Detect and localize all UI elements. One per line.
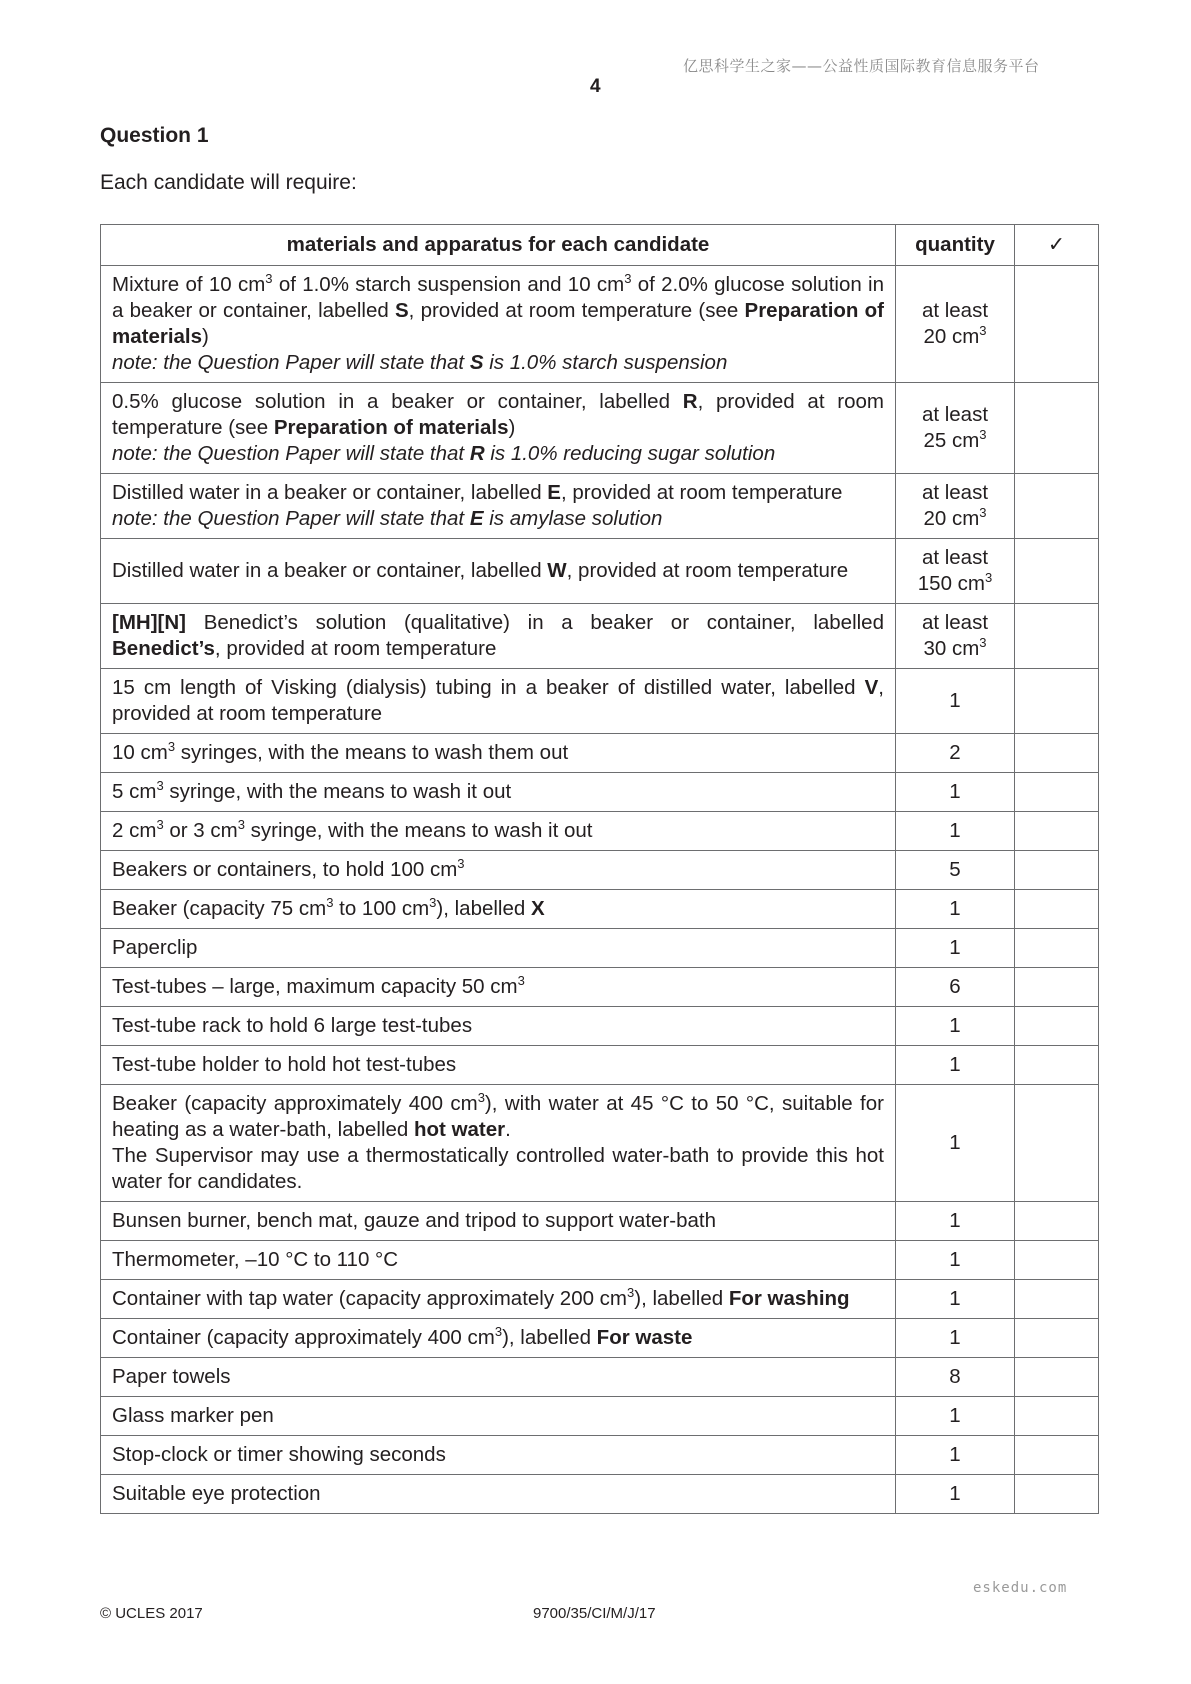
tick-column-header: ✓ bbox=[1015, 225, 1099, 266]
item-description: Test-tubes – large, maximum capacity 50 $cm^3$ bbox=[101, 968, 896, 1007]
tick-cell bbox=[1015, 383, 1099, 474]
item-note: note: the Question Paper will state that E is amylase solution bbox=[112, 507, 663, 530]
item-description: 15 cm length of Visking (dialysis) tubing in a beaker of distilled water, labelled V, provided at room temperature bbox=[101, 669, 896, 734]
item-description: 5 $cm^3$ syringe, with the means to wash it out bbox=[101, 773, 896, 812]
item-description: 10 $cm^3$ syringes, with the means to wash them out bbox=[101, 734, 896, 773]
table-row bbox=[101, 604, 1099, 669]
table-row bbox=[101, 669, 1099, 734]
tick-cell bbox=[1015, 1085, 1099, 1202]
table-row bbox=[101, 1280, 1099, 1319]
materials-column-header: materials and apparatus for each candidate bbox=[101, 225, 896, 266]
item-quantity: 1 bbox=[896, 929, 1015, 968]
item-description: Mixture of 10 $cm^3$ of 1.0% starch suspension and 10 $cm^3$ of 2.0% glucose solution in a beaker or container, labelled S, provided at room temperature (see Preparation of materials) note: the Question Paper will state that S is 1.0% starch suspension bbox=[101, 266, 896, 383]
table-row bbox=[101, 266, 1099, 383]
tick-cell bbox=[1015, 1280, 1099, 1319]
item-quantity: 1 bbox=[896, 1319, 1015, 1358]
tick-cell bbox=[1015, 851, 1099, 890]
item-quantity: 6 bbox=[896, 968, 1015, 1007]
table-row bbox=[101, 1358, 1099, 1397]
quantity-column-header: quantity bbox=[896, 225, 1015, 266]
item-quantity: 1 bbox=[896, 773, 1015, 812]
tick-cell bbox=[1015, 1436, 1099, 1475]
item-note: note: the Question Paper will state that S is 1.0% starch suspension bbox=[112, 351, 728, 374]
item-quantity: 2 bbox=[896, 734, 1015, 773]
tick-cell bbox=[1015, 734, 1099, 773]
watermark-top: 亿思科学生之家——公益性质国际教育信息服务平台 bbox=[683, 57, 1040, 75]
item-description: Distilled water in a beaker or container, labelled E, provided at room temperature note: the Question Paper will state that E is amylase solution bbox=[101, 474, 896, 539]
tick-cell bbox=[1015, 890, 1099, 929]
table-row bbox=[101, 851, 1099, 890]
item-description: Paperclip bbox=[101, 929, 896, 968]
table-header-row bbox=[101, 225, 1099, 266]
item-quantity: 1 bbox=[896, 1280, 1015, 1319]
item-quantity: at least 20 $cm^3$ bbox=[896, 474, 1015, 539]
item-quantity: 1 bbox=[896, 1436, 1015, 1475]
table-row bbox=[101, 1007, 1099, 1046]
table-row bbox=[101, 773, 1099, 812]
item-quantity: at least 25 $cm^3$ bbox=[896, 383, 1015, 474]
item-description: Stop-clock or timer showing seconds bbox=[101, 1436, 896, 1475]
table-row bbox=[101, 383, 1099, 474]
tick-cell bbox=[1015, 1241, 1099, 1280]
item-description: Container (capacity approximately 400 $cm^3$), labelled For waste bbox=[101, 1319, 896, 1358]
tick-cell bbox=[1015, 1397, 1099, 1436]
table-row bbox=[101, 890, 1099, 929]
page-number: 4 bbox=[590, 76, 601, 97]
tick-cell bbox=[1015, 266, 1099, 383]
question-heading: Question 1 bbox=[100, 124, 209, 147]
item-note: note: the Question Paper will state that R is 1.0% reducing sugar solution bbox=[112, 442, 776, 465]
item-description: 2 $cm^3$ or 3 $cm^3$ syringe, with the means to wash it out bbox=[101, 812, 896, 851]
tick-cell bbox=[1015, 474, 1099, 539]
table-row bbox=[101, 929, 1099, 968]
table-row bbox=[101, 734, 1099, 773]
table-row bbox=[101, 1202, 1099, 1241]
tick-cell bbox=[1015, 1358, 1099, 1397]
table-row bbox=[101, 1085, 1099, 1202]
tick-cell bbox=[1015, 539, 1099, 604]
item-description: Container with tap water (capacity approximately 200 $cm^3$), labelled For washing bbox=[101, 1280, 896, 1319]
item-description: Glass marker pen bbox=[101, 1397, 896, 1436]
item-quantity: 1 bbox=[896, 1007, 1015, 1046]
table-row bbox=[101, 1436, 1099, 1475]
item-quantity: 1 bbox=[896, 1475, 1015, 1514]
tick-cell bbox=[1015, 1007, 1099, 1046]
item-description: Distilled water in a beaker or container, labelled W, provided at room temperature bbox=[101, 539, 896, 604]
tick-cell bbox=[1015, 1475, 1099, 1514]
item-quantity: 1 bbox=[896, 1397, 1015, 1436]
table-row bbox=[101, 1241, 1099, 1280]
item-description: Suitable eye protection bbox=[101, 1475, 896, 1514]
footer-copyright: © UCLES 2017 bbox=[100, 1605, 203, 1622]
item-description: Beaker (capacity approximately 400 $cm^3$), with water at 45 °C to 50 °C, suitable for heating as a water-bath, labelled hot water. The Supervisor may use a thermostatically controlled water-bath to provide this hot water for candidates. bbox=[101, 1085, 896, 1202]
item-description: Paper towels bbox=[101, 1358, 896, 1397]
tick-cell bbox=[1015, 812, 1099, 851]
tick-cell bbox=[1015, 604, 1099, 669]
item-description: [MH][N] Benedict’s solution (qualitative) in a beaker or container, labelled Benedict’s, provided at room temperature bbox=[101, 604, 896, 669]
watermark-bottom: eskedu.com bbox=[973, 1580, 1068, 1596]
item-quantity: 1 bbox=[896, 1046, 1015, 1085]
item-quantity: 1 bbox=[896, 1202, 1015, 1241]
table-row bbox=[101, 968, 1099, 1007]
item-description: Beakers or containers, to hold 100 $cm^3$ bbox=[101, 851, 896, 890]
footer-code: 9700/35/CI/M/J/17 bbox=[533, 1605, 656, 1622]
item-description: Beaker (capacity 75 $cm^3$ to 100 $cm^3$), labelled X bbox=[101, 890, 896, 929]
tick-cell bbox=[1015, 669, 1099, 734]
intro-text: Each candidate will require: bbox=[100, 171, 357, 194]
table-row bbox=[101, 1475, 1099, 1514]
tick-cell bbox=[1015, 968, 1099, 1007]
tick-cell bbox=[1015, 929, 1099, 968]
item-quantity: at least 20 $cm^3$ bbox=[896, 266, 1015, 383]
item-description: Bunsen burner, bench mat, gauze and tripod to support water-bath bbox=[101, 1202, 896, 1241]
item-quantity: 1 bbox=[896, 1241, 1015, 1280]
table-row bbox=[101, 1319, 1099, 1358]
item-quantity: 8 bbox=[896, 1358, 1015, 1397]
item-quantity: 1 bbox=[896, 669, 1015, 734]
table-row bbox=[101, 1046, 1099, 1085]
item-description: Thermometer, –10 °C to 110 °C bbox=[101, 1241, 896, 1280]
item-quantity: 1 bbox=[896, 812, 1015, 851]
tick-cell bbox=[1015, 773, 1099, 812]
materials-table bbox=[100, 224, 1099, 1514]
table-row bbox=[101, 1397, 1099, 1436]
item-description: Test-tube rack to hold 6 large test-tubes bbox=[101, 1007, 896, 1046]
item-quantity: 1 bbox=[896, 1085, 1015, 1202]
item-quantity: at least 30 $cm^3$ bbox=[896, 604, 1015, 669]
table-row bbox=[101, 539, 1099, 604]
tick-cell bbox=[1015, 1319, 1099, 1358]
item-quantity: 1 bbox=[896, 890, 1015, 929]
item-quantity: at least 150 $cm^3$ bbox=[896, 539, 1015, 604]
table-row bbox=[101, 812, 1099, 851]
item-description: Test-tube holder to hold hot test-tubes bbox=[101, 1046, 896, 1085]
tick-cell bbox=[1015, 1046, 1099, 1085]
tick-cell bbox=[1015, 1202, 1099, 1241]
item-description: 0.5% glucose solution in a beaker or container, labelled R, provided at room temperature (see Preparation of materials) note: the Question Paper will state that R is 1.0% reducing sugar solution bbox=[101, 383, 896, 474]
item-quantity: 5 bbox=[896, 851, 1015, 890]
table-row bbox=[101, 474, 1099, 539]
